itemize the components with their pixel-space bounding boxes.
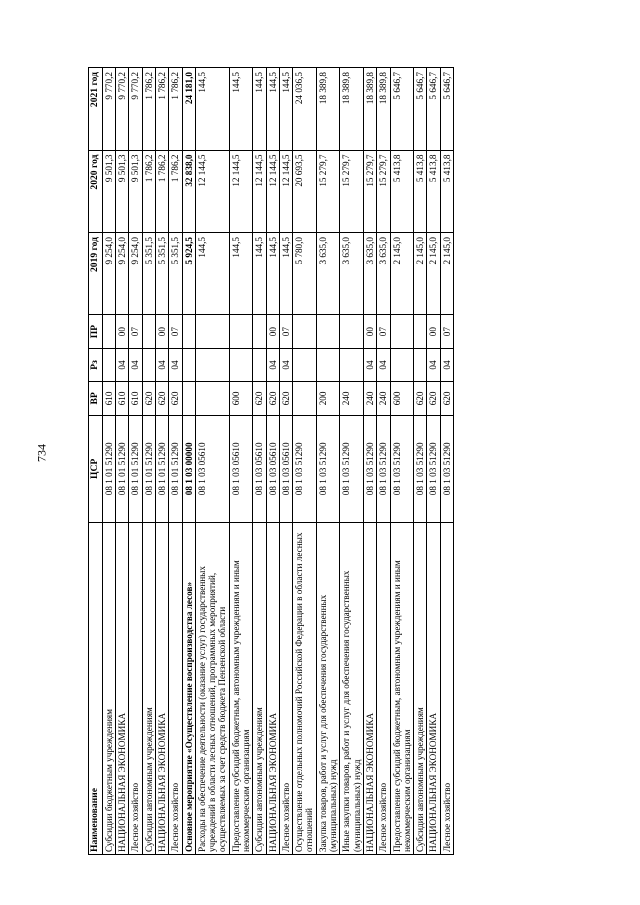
- cell-2019: 9 254,0: [116, 232, 129, 314]
- table-row: [427, 68, 440, 855]
- header-pr: ПР: [89, 315, 103, 348]
- table-row: [253, 68, 266, 855]
- cell-csr: 08 1 03 51290: [363, 415, 376, 523]
- cell-vr: 620: [169, 382, 182, 415]
- cell-2021: 1 786,2: [142, 68, 155, 151]
- header-2020: 2020 год: [89, 150, 103, 232]
- table-row: [142, 68, 155, 855]
- cell-csr: 08 1 03 51290: [293, 415, 317, 523]
- cell-rz: 04: [129, 348, 142, 381]
- cell-2019: 5 351,5: [169, 232, 182, 314]
- cell-2020: 12 144,5: [195, 150, 229, 232]
- cell-vr: 620: [414, 382, 427, 415]
- table-row: [316, 68, 340, 855]
- cell-2020: 12 144,5: [266, 150, 279, 232]
- cell-csr: 08 1 03 51290: [440, 415, 453, 523]
- cell-rz: [293, 348, 317, 381]
- table-row: [229, 68, 253, 855]
- table-row: [116, 68, 129, 855]
- cell-2019: 144,5: [266, 232, 279, 314]
- cell-pr: [253, 315, 266, 348]
- cell-csr: 08 1 03 05610: [279, 415, 292, 523]
- cell-name: Иные закупки товаров, работ и услуг для обеспечения государственных (муниципальных) нужд: [340, 523, 364, 855]
- cell-2021: 1 786,2: [169, 68, 182, 151]
- cell-2019: 2 145,0: [414, 232, 427, 314]
- cell-rz: 04: [266, 348, 279, 381]
- cell-pr: [102, 315, 115, 348]
- cell-name: Субсидии автономным учреждениям: [253, 523, 266, 855]
- cell-2021: 5 646,7: [427, 68, 440, 151]
- cell-csr: 08 1 03 51290: [340, 415, 364, 523]
- cell-2021: 9 770,2: [102, 68, 115, 151]
- cell-2020: 15 279,7: [363, 150, 376, 232]
- cell-csr: 08 1 03 05610: [253, 415, 266, 523]
- cell-pr: 07: [129, 315, 142, 348]
- cell-pr: 00: [155, 315, 168, 348]
- table-row: [414, 68, 427, 855]
- table-row: [440, 68, 453, 855]
- cell-rz: 04: [155, 348, 168, 381]
- cell-2020: 12 144,5: [253, 150, 266, 232]
- cell-2021: 5 646,7: [414, 68, 427, 151]
- cell-name: Субсидии бюджетным учреждениям: [102, 523, 115, 855]
- table-row: [169, 68, 182, 855]
- cell-rz: [229, 348, 253, 381]
- cell-pr: [316, 315, 340, 348]
- cell-csr: 08 1 03 51290: [414, 415, 427, 523]
- cell-rz: 04: [440, 348, 453, 381]
- cell-vr: 610: [116, 382, 129, 415]
- cell-name: НАЦИОНАЛЬНАЯ ЭКОНОМИКА: [266, 523, 279, 855]
- cell-pr: [293, 315, 317, 348]
- table-body: [102, 68, 453, 855]
- cell-pr: [340, 315, 364, 348]
- table-row: [102, 68, 115, 855]
- table-row: [390, 68, 414, 855]
- cell-2019: 3 635,0: [363, 232, 376, 314]
- cell-vr: 620: [427, 382, 440, 415]
- cell-2020: 1 786,2: [142, 150, 155, 232]
- cell-name: НАЦИОНАЛЬНАЯ ЭКОНОМИКА: [155, 523, 168, 855]
- cell-2021: 24 036,5: [293, 68, 317, 151]
- cell-rz: 04: [169, 348, 182, 381]
- cell-2020: 12 144,5: [229, 150, 253, 232]
- cell-2021: 18 389,8: [363, 68, 376, 151]
- cell-name: Лесное хозяйство: [129, 523, 142, 855]
- cell-2021: 144,5: [266, 68, 279, 151]
- cell-2021: 18 389,8: [316, 68, 340, 151]
- cell-2021: 144,5: [253, 68, 266, 151]
- cell-rz: [390, 348, 414, 381]
- cell-vr: 240: [340, 382, 364, 415]
- cell-vr: [293, 382, 317, 415]
- cell-rz: [182, 348, 195, 381]
- cell-rz: 04: [116, 348, 129, 381]
- cell-pr: 07: [377, 315, 390, 348]
- cell-vr: 610: [129, 382, 142, 415]
- cell-csr: 08 1 01 51290: [129, 415, 142, 523]
- cell-vr: 610: [102, 382, 115, 415]
- cell-csr: 08 1 03 51290: [316, 415, 340, 523]
- cell-rz: [195, 348, 229, 381]
- cell-2021: 9 770,2: [129, 68, 142, 151]
- cell-2020: 9 501,3: [116, 150, 129, 232]
- cell-name: Предоставление субсидий бюджетным, автономным учреждениям и иным некоммерческим организациям: [229, 523, 253, 855]
- cell-2020: 15 279,7: [340, 150, 364, 232]
- cell-2021: 144,5: [195, 68, 229, 151]
- cell-2019: 144,5: [279, 232, 292, 314]
- cell-2019: 3 635,0: [340, 232, 364, 314]
- cell-name: Предоставление субсидий бюджетным, автономным учреждениям и иным некоммерческим организациям: [390, 523, 414, 855]
- cell-name: Лесное хозяйство: [169, 523, 182, 855]
- cell-name: НАЦИОНАЛЬНАЯ ЭКОНОМИКА: [116, 523, 129, 855]
- cell-rz: [142, 348, 155, 381]
- cell-2020: 9 501,3: [102, 150, 115, 232]
- cell-csr: 08 1 03 51290: [377, 415, 390, 523]
- cell-2021: 18 389,8: [340, 68, 364, 151]
- header-name: Наименование: [89, 523, 103, 855]
- cell-csr: 08 1 03 05610: [229, 415, 253, 523]
- cell-2019: 9 254,0: [102, 232, 115, 314]
- cell-2020: 9 501,3: [129, 150, 142, 232]
- cell-2019: 3 635,0: [316, 232, 340, 314]
- cell-vr: 620: [266, 382, 279, 415]
- cell-pr: 00: [363, 315, 376, 348]
- cell-pr: [414, 315, 427, 348]
- cell-vr: 620: [142, 382, 155, 415]
- cell-name: Субсидии автономным учреждениям: [142, 523, 155, 855]
- cell-vr: 600: [229, 382, 253, 415]
- cell-csr: 08 1 03 05610: [266, 415, 279, 523]
- cell-2019: 2 145,0: [440, 232, 453, 314]
- cell-csr: 08 1 03 00000: [182, 415, 195, 523]
- cell-csr: 08 1 03 05610: [195, 415, 229, 523]
- cell-csr: 08 1 01 51290: [116, 415, 129, 523]
- cell-csr: 08 1 03 51290: [390, 415, 414, 523]
- cell-vr: 620: [253, 382, 266, 415]
- cell-vr: 240: [377, 382, 390, 415]
- cell-2021: 24 181,0: [182, 68, 195, 151]
- cell-2021: 144,5: [279, 68, 292, 151]
- cell-name: Лесное хозяйство: [377, 523, 390, 855]
- cell-csr: 08 1 01 51290: [169, 415, 182, 523]
- cell-rz: 04: [363, 348, 376, 381]
- cell-2019: 5 780,0: [293, 232, 317, 314]
- table-row: [377, 68, 390, 855]
- cell-vr: 240: [363, 382, 376, 415]
- cell-2020: 12 144,5: [279, 150, 292, 232]
- cell-vr: 200: [316, 382, 340, 415]
- cell-2020: 5 413,8: [390, 150, 414, 232]
- cell-name: Закупка товаров, работ и услуг для обеспечения государственных (муниципальных) нужд: [316, 523, 340, 855]
- cell-2020: 1 786,2: [155, 150, 168, 232]
- cell-pr: [195, 315, 229, 348]
- header-2021: 2021 год: [89, 68, 103, 151]
- cell-name: Лесное хозяйство: [279, 523, 292, 855]
- cell-2020: 15 279,7: [316, 150, 340, 232]
- cell-2019: 5 924,5: [182, 232, 195, 314]
- cell-rz: 04: [427, 348, 440, 381]
- header-vr: ВР: [89, 382, 103, 415]
- cell-vr: [182, 382, 195, 415]
- cell-2020: 5 413,8: [427, 150, 440, 232]
- cell-2019: 2 145,0: [390, 232, 414, 314]
- cell-rz: [102, 348, 115, 381]
- cell-rz: 04: [279, 348, 292, 381]
- cell-2021: 5 646,7: [390, 68, 414, 151]
- cell-rz: [316, 348, 340, 381]
- cell-2021: 5 646,7: [440, 68, 453, 151]
- cell-csr: 08 1 01 51290: [155, 415, 168, 523]
- cell-2019: 2 145,0: [427, 232, 440, 314]
- cell-pr: [390, 315, 414, 348]
- cell-2020: 32 838,0: [182, 150, 195, 232]
- cell-csr: 08 1 01 51290: [142, 415, 155, 523]
- cell-pr: [229, 315, 253, 348]
- cell-rz: [253, 348, 266, 381]
- table-row: [363, 68, 376, 855]
- cell-pr: [142, 315, 155, 348]
- cell-vr: 620: [440, 382, 453, 415]
- cell-pr: 07: [169, 315, 182, 348]
- cell-pr: 00: [116, 315, 129, 348]
- cell-name: НАЦИОНАЛЬНАЯ ЭКОНОМИКА: [363, 523, 376, 855]
- cell-vr: 620: [279, 382, 292, 415]
- cell-name: Расходы на обеспечение деятельности (оказание услуг) государственных учреждений в области лесных отношений, программных мероприятий, осуществляемых за счет средств бюджета Пензенской области: [195, 523, 229, 855]
- cell-2020: 5 413,8: [414, 150, 427, 232]
- cell-2020: 15 279,7: [377, 150, 390, 232]
- cell-2019: 144,5: [253, 232, 266, 314]
- cell-vr: 620: [155, 382, 168, 415]
- cell-name: Осуществление отдельных полномочий Российской Федерации в области лесных отношений: [293, 523, 317, 855]
- header-rz: Рз: [89, 348, 103, 381]
- cell-name: Субсидии автономным учреждениям: [414, 523, 427, 855]
- cell-name: НАЦИОНАЛЬНАЯ ЭКОНОМИКА: [427, 523, 440, 855]
- cell-pr: [182, 315, 195, 348]
- cell-2019: 144,5: [229, 232, 253, 314]
- cell-name: Основное мероприятие «Осуществление воспроизводства лесов»: [182, 523, 195, 855]
- page-number: 734: [34, 444, 49, 462]
- table-row: [279, 68, 292, 855]
- header-csr: ЦСР: [89, 415, 103, 523]
- table-row: [155, 68, 168, 855]
- table-row: [182, 68, 195, 855]
- cell-pr: 07: [440, 315, 453, 348]
- cell-csr: 08 1 01 51290: [102, 415, 115, 523]
- cell-csr: 08 1 03 51290: [427, 415, 440, 523]
- cell-2019: 3 635,0: [377, 232, 390, 314]
- cell-2019: 5 351,5: [142, 232, 155, 314]
- cell-rz: [340, 348, 364, 381]
- table-row: [195, 68, 229, 855]
- cell-rz: 04: [377, 348, 390, 381]
- cell-vr: [195, 382, 229, 415]
- cell-2021: 9 770,2: [116, 68, 129, 151]
- cell-2021: 1 786,2: [155, 68, 168, 151]
- header-2019: 2019 год: [89, 232, 103, 314]
- cell-2019: 144,5: [195, 232, 229, 314]
- cell-2019: 5 351,5: [155, 232, 168, 314]
- cell-pr: 00: [427, 315, 440, 348]
- cell-name: Лесное хозяйство: [440, 523, 453, 855]
- cell-rz: [414, 348, 427, 381]
- rotated-table-container: [88, 67, 640, 855]
- cell-pr: 07: [279, 315, 292, 348]
- cell-2020: 5 413,8: [440, 150, 453, 232]
- cell-2020: 1 786,2: [169, 150, 182, 232]
- cell-2021: 18 389,8: [377, 68, 390, 151]
- budget-table: [88, 67, 454, 855]
- cell-2021: 144,5: [229, 68, 253, 151]
- table-row: [129, 68, 142, 855]
- table-header-row: [89, 68, 103, 855]
- cell-vr: 600: [390, 382, 414, 415]
- table-row: [293, 68, 317, 855]
- cell-2019: 9 254,0: [129, 232, 142, 314]
- table-row: [266, 68, 279, 855]
- table-row: [340, 68, 364, 855]
- cell-pr: 00: [266, 315, 279, 348]
- cell-2020: 20 693,5: [293, 150, 317, 232]
